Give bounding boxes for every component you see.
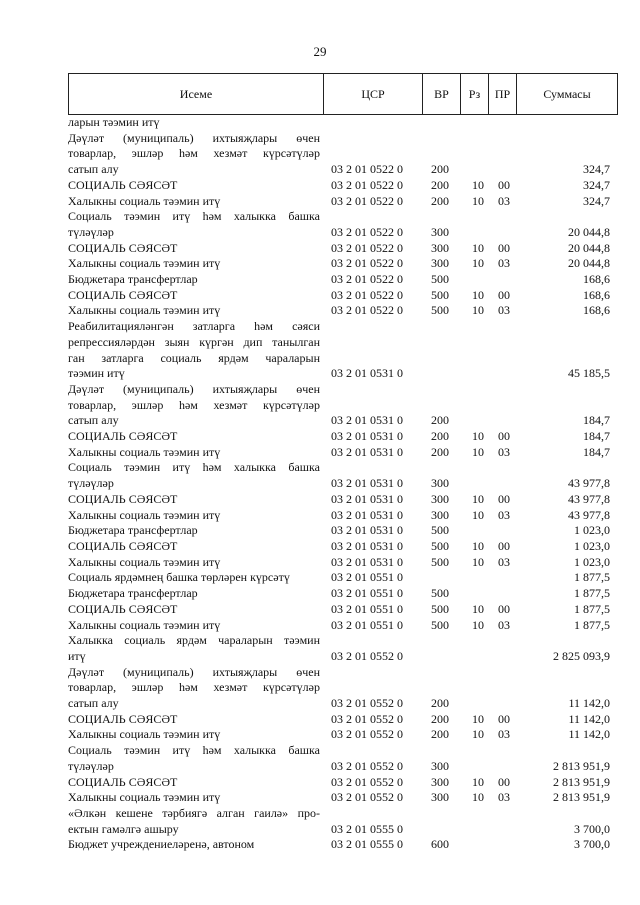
row-name [68, 303, 320, 319]
row-rz: 10 [472, 554, 484, 569]
table-row [68, 602, 618, 618]
row-sum: 2 825 093,9 [553, 648, 610, 663]
table-row [68, 209, 618, 240]
row-name-line: түләүләр [68, 224, 114, 239]
row-sum: 324,7 [583, 162, 610, 177]
table-header [68, 73, 618, 115]
row-csr: 03 2 01 0552 0 [331, 758, 403, 773]
row-rz: 10 [472, 491, 484, 506]
row-pr: 00 [498, 538, 510, 553]
row-pr: 00 [498, 601, 510, 616]
row-vr: 200 [431, 727, 449, 742]
table-row [68, 712, 618, 728]
row-vr: 300 [431, 491, 449, 506]
row-name-line: СОЦИАЛЬ СӘЯСӘТ [68, 240, 178, 255]
table-row [68, 539, 618, 555]
row-sum: 43 977,8 [568, 476, 610, 491]
table-row [68, 272, 618, 288]
row-csr: 03 2 01 0531 0 [331, 523, 403, 538]
row-sum: 168,6 [583, 272, 610, 287]
row-csr: 03 2 01 0522 0 [331, 240, 403, 255]
row-name [68, 665, 320, 712]
column-header-csr: ЦСР [324, 74, 423, 114]
row-rz: 10 [472, 256, 484, 271]
row-name [68, 209, 320, 240]
row-name-line: Социаль ярдәмнең башка төрләрен күрсәтү [68, 570, 290, 585]
row-csr: 03 2 01 0531 0 [331, 413, 403, 428]
row-csr: 03 2 01 0551 0 [331, 586, 403, 601]
table-row [68, 303, 618, 319]
row-vr: 200 [431, 711, 449, 726]
table-row [68, 618, 618, 634]
table-row [68, 178, 618, 194]
row-vr: 500 [431, 538, 449, 553]
row-name-line: СОЦИАЛЬ СӘЯСӘТ [68, 287, 178, 302]
row-sum: 11 142,0 [568, 711, 610, 726]
row-name-line: СОЦИАЛЬ СӘЯСӘТ [68, 601, 178, 616]
row-pr: 00 [498, 287, 510, 302]
row-rz: 10 [472, 711, 484, 726]
row-pr: 00 [498, 429, 510, 444]
row-name [68, 555, 320, 571]
row-csr: 03 2 01 0522 0 [331, 162, 403, 177]
row-sum: 20 044,8 [568, 256, 610, 271]
table-row [68, 131, 618, 178]
row-name-line: репрессияләрдән зыян күргән дип танылган [68, 334, 320, 349]
table-row [68, 775, 618, 791]
row-vr: 300 [431, 240, 449, 255]
row-vr: 200 [431, 162, 449, 177]
row-name [68, 743, 320, 774]
row-name-line: Халыкны социаль тәэмин итү [68, 256, 221, 271]
row-sum: 168,6 [583, 303, 610, 318]
row-name-line: Дәүләт (муниципаль) ихтыяҗлары өчен [68, 381, 320, 396]
row-name [68, 633, 320, 664]
row-csr: 03 2 01 0552 0 [331, 648, 403, 663]
table-row [68, 241, 618, 257]
row-name [68, 241, 320, 257]
row-rz: 10 [472, 507, 484, 522]
row-pr: 00 [498, 177, 510, 192]
row-name-line: Бюджетара трансфертлар [68, 523, 198, 538]
row-sum: 1 023,0 [574, 554, 610, 569]
row-rz: 10 [472, 240, 484, 255]
row-csr: 03 2 01 0551 0 [331, 601, 403, 616]
row-vr: 300 [431, 790, 449, 805]
column-header-name: Исеме [69, 74, 324, 114]
row-vr: 300 [431, 476, 449, 491]
row-name-line: СОЦИАЛЬ СӘЯСӘТ [68, 177, 178, 192]
row-csr: 03 2 01 0522 0 [331, 256, 403, 271]
row-name [68, 178, 320, 194]
row-name [68, 382, 320, 429]
row-pr: 00 [498, 240, 510, 255]
row-name-line: Бюджетара трансфертлар [68, 272, 198, 287]
row-pr: 03 [498, 617, 510, 632]
row-sum: 2 813 951,9 [553, 790, 610, 805]
row-name-line: сатып алу [68, 696, 119, 711]
row-name-line: Халыкны социаль тәэмин итү [68, 554, 221, 569]
row-csr: 03 2 01 0531 0 [331, 476, 403, 491]
row-sum: 11 142,0 [568, 727, 610, 742]
row-name-line: Дәүләт (муниципаль) ихтыяҗлары өчен [68, 664, 320, 679]
page-number: 29 [313, 44, 327, 59]
row-name [68, 539, 320, 555]
row-csr: 03 2 01 0531 0 [331, 554, 403, 569]
row-rz: 10 [472, 617, 484, 632]
row-sum: 1 877,5 [574, 586, 610, 601]
table-row [68, 523, 618, 539]
row-pr: 03 [498, 256, 510, 271]
row-sum: 324,7 [583, 177, 610, 192]
row-pr: 03 [498, 554, 510, 569]
row-pr: 00 [498, 711, 510, 726]
row-csr: 03 2 01 0531 0 [331, 507, 403, 522]
row-name-line: товарлар, эшләр һәм хезмәт күрсәтүләр [68, 680, 320, 695]
row-csr: 03 2 01 0552 0 [331, 711, 403, 726]
row-vr: 500 [431, 586, 449, 601]
row-name [68, 523, 320, 539]
row-name-line: Социаль тәэмин итү һәм халыкка башка [68, 460, 320, 475]
row-vr: 300 [431, 256, 449, 271]
row-rz: 10 [472, 303, 484, 318]
row-sum: 1 877,5 [574, 570, 610, 585]
row-name-line: Бюджетара трансфертлар [68, 586, 198, 601]
row-name [68, 288, 320, 304]
row-name-line: Халыкны социаль тәэмин итү [68, 727, 221, 742]
row-vr: 500 [431, 601, 449, 616]
row-name [68, 429, 320, 445]
row-name [68, 775, 320, 791]
row-vr: 200 [431, 177, 449, 192]
row-sum: 2 813 951,9 [553, 758, 610, 773]
row-name-line: Дәүләт (муниципаль) ихтыяҗлары өчен [68, 130, 320, 145]
row-name-line: товарлар, эшләр һәм хезмәт күрсәтүләр [68, 397, 320, 412]
column-header-pr: ПР [489, 74, 517, 114]
row-csr: 03 2 01 0531 0 [331, 444, 403, 459]
row-name-line: сатып алу [68, 162, 119, 177]
row-sum: 43 977,8 [568, 491, 610, 506]
row-vr: 500 [431, 523, 449, 538]
row-name [68, 806, 320, 837]
row-vr: 200 [431, 444, 449, 459]
row-sum: 3 700,0 [574, 837, 610, 852]
row-vr: 500 [431, 272, 449, 287]
row-vr: 600 [431, 837, 449, 852]
row-sum: 43 977,8 [568, 507, 610, 522]
row-name-line: сатып алу [68, 413, 119, 428]
row-vr: 500 [431, 617, 449, 632]
row-vr: 200 [431, 413, 449, 428]
row-name [68, 131, 320, 178]
row-csr: 03 2 01 0522 0 [331, 272, 403, 287]
row-pr: 03 [498, 444, 510, 459]
row-name [68, 618, 320, 634]
row-rz: 10 [472, 193, 484, 208]
row-sum: 184,7 [583, 444, 610, 459]
row-csr: 03 2 01 0551 0 [331, 570, 403, 585]
row-csr: 03 2 01 0522 0 [331, 224, 403, 239]
table-row [68, 790, 618, 806]
table-row [68, 570, 618, 586]
row-name-line: Халыкны социаль тәэмин итү [68, 790, 221, 805]
row-pr: 00 [498, 774, 510, 789]
row-name-line: Халыкны социаль тәэмин итү [68, 303, 221, 318]
row-name-line: Бюджет учреждениеләренә, автоном [68, 837, 255, 852]
row-name-line: СОЦИАЛЬ СӘЯСӘТ [68, 491, 178, 506]
row-name-line: түләүләр [68, 758, 114, 773]
row-vr: 300 [431, 758, 449, 773]
row-rz: 10 [472, 444, 484, 459]
table-row [68, 555, 618, 571]
row-name-line: Социаль тәэмин итү һәм халыкка башка [68, 209, 320, 224]
row-csr: 03 2 01 0552 0 [331, 727, 403, 742]
row-name-line: тәэмин итү [68, 366, 125, 381]
row-rz: 10 [472, 177, 484, 192]
row-name-line: СОЦИАЛЬ СӘЯСӘТ [68, 429, 178, 444]
table-row [68, 115, 618, 131]
table-row [68, 665, 618, 712]
table-row [68, 492, 618, 508]
table-row [68, 445, 618, 461]
row-rz: 10 [472, 538, 484, 553]
row-pr: 03 [498, 790, 510, 805]
row-name-line: ган затларга социаль ярдәм чараларын [68, 350, 320, 365]
row-csr: 03 2 01 0552 0 [331, 790, 403, 805]
row-name [68, 319, 320, 382]
row-name [68, 586, 320, 602]
row-csr: 03 2 01 0522 0 [331, 303, 403, 318]
row-pr: 03 [498, 727, 510, 742]
row-name-line: товарлар, эшләр һәм хезмәт күрсәтүләр [68, 146, 320, 161]
row-sum: 1 877,5 [574, 601, 610, 616]
row-name-line: түләүләр [68, 476, 114, 491]
row-name [68, 115, 320, 131]
row-sum: 3 700,0 [574, 821, 610, 836]
row-name [68, 727, 320, 743]
table-row [68, 460, 618, 491]
table-row [68, 319, 618, 382]
row-vr: 300 [431, 224, 449, 239]
row-name-line: Халыкны социаль тәэмин итү [68, 193, 221, 208]
row-name-line: ларын тәэмин итү [68, 115, 160, 129]
table-row [68, 837, 618, 853]
table-row [68, 508, 618, 524]
row-name-line: «Әлкән кешене тәрбиягә алган гаилә» про- [68, 805, 320, 820]
row-name [68, 837, 320, 853]
row-name-line: Реабилитацияләнгән затларга һәм сәяси [68, 319, 320, 334]
row-csr: 03 2 01 0552 0 [331, 774, 403, 789]
row-sum: 1 877,5 [574, 617, 610, 632]
row-name [68, 272, 320, 288]
row-csr: 03 2 01 0551 0 [331, 617, 403, 632]
row-name [68, 460, 320, 491]
row-name-line: Халыкка социаль ярдәм чараларын тәэмин [68, 633, 320, 648]
row-sum: 1 023,0 [574, 523, 610, 538]
row-vr: 300 [431, 507, 449, 522]
row-vr: 500 [431, 303, 449, 318]
row-name [68, 712, 320, 728]
row-vr: 200 [431, 193, 449, 208]
row-vr: 300 [431, 774, 449, 789]
row-csr: 03 2 01 0522 0 [331, 177, 403, 192]
row-sum: 20 044,8 [568, 224, 610, 239]
row-csr: 03 2 01 0531 0 [331, 491, 403, 506]
row-name-line: ектын гамәлгә ашыру [68, 821, 179, 836]
row-rz: 10 [472, 727, 484, 742]
table-row [68, 382, 618, 429]
row-csr: 03 2 01 0531 0 [331, 366, 403, 381]
row-sum: 1 023,0 [574, 538, 610, 553]
row-csr: 03 2 01 0555 0 [331, 821, 403, 836]
column-header-vr: ВР [423, 74, 461, 114]
row-rz: 10 [472, 287, 484, 302]
row-name [68, 790, 320, 806]
row-csr: 03 2 01 0531 0 [331, 538, 403, 553]
row-name-line: итү [68, 648, 86, 663]
table-row [68, 194, 618, 210]
row-name [68, 602, 320, 618]
row-name [68, 492, 320, 508]
table-row [68, 288, 618, 304]
table-row [68, 256, 618, 272]
row-csr: 03 2 01 0522 0 [331, 287, 403, 302]
row-sum: 45 185,5 [568, 366, 610, 381]
row-rz: 10 [472, 429, 484, 444]
row-vr: 500 [431, 287, 449, 302]
row-name [68, 570, 320, 586]
row-name-line: СОЦИАЛЬ СӘЯСӘТ [68, 538, 178, 553]
row-rz: 10 [472, 601, 484, 616]
row-pr: 03 [498, 507, 510, 522]
row-csr: 03 2 01 0552 0 [331, 696, 403, 711]
row-name-line: Халыкны социаль тәэмин итү [68, 507, 221, 522]
row-name [68, 508, 320, 524]
row-rz: 10 [472, 790, 484, 805]
row-name-line: СОЦИАЛЬ СӘЯСӘТ [68, 774, 178, 789]
row-name-line: СОЦИАЛЬ СӘЯСӘТ [68, 711, 178, 726]
table-row [68, 806, 618, 837]
row-sum: 20 044,8 [568, 240, 610, 255]
row-csr: 03 2 01 0531 0 [331, 429, 403, 444]
row-csr: 03 2 01 0522 0 [331, 193, 403, 208]
column-header-rz: Рз [461, 74, 489, 114]
row-rz: 10 [472, 774, 484, 789]
table-row [68, 586, 618, 602]
row-csr: 03 2 01 0555 0 [331, 837, 403, 852]
column-header-sum: Суммасы [543, 86, 591, 101]
row-name [68, 256, 320, 272]
row-pr: 03 [498, 193, 510, 208]
table-body [68, 115, 618, 853]
table-row [68, 727, 618, 743]
row-name [68, 445, 320, 461]
row-name-line: Социаль тәэмин итү һәм халыкка башка [68, 743, 320, 758]
row-sum: 2 813 951,9 [553, 774, 610, 789]
row-vr: 200 [431, 429, 449, 444]
row-sum: 184,7 [583, 413, 610, 428]
row-vr: 200 [431, 696, 449, 711]
row-pr: 00 [498, 491, 510, 506]
row-sum: 324,7 [583, 193, 610, 208]
row-name [68, 194, 320, 210]
table-row [68, 429, 618, 445]
table-row [68, 633, 618, 664]
table-row [68, 743, 618, 774]
row-name-line: Халыкны социаль тәэмин итү [68, 444, 221, 459]
row-sum: 11 142,0 [568, 696, 610, 711]
row-name-line: Халыкны социаль тәэмин итү [68, 617, 221, 632]
row-pr: 03 [498, 303, 510, 318]
row-sum: 168,6 [583, 287, 610, 302]
row-sum: 184,7 [583, 429, 610, 444]
row-vr: 500 [431, 554, 449, 569]
